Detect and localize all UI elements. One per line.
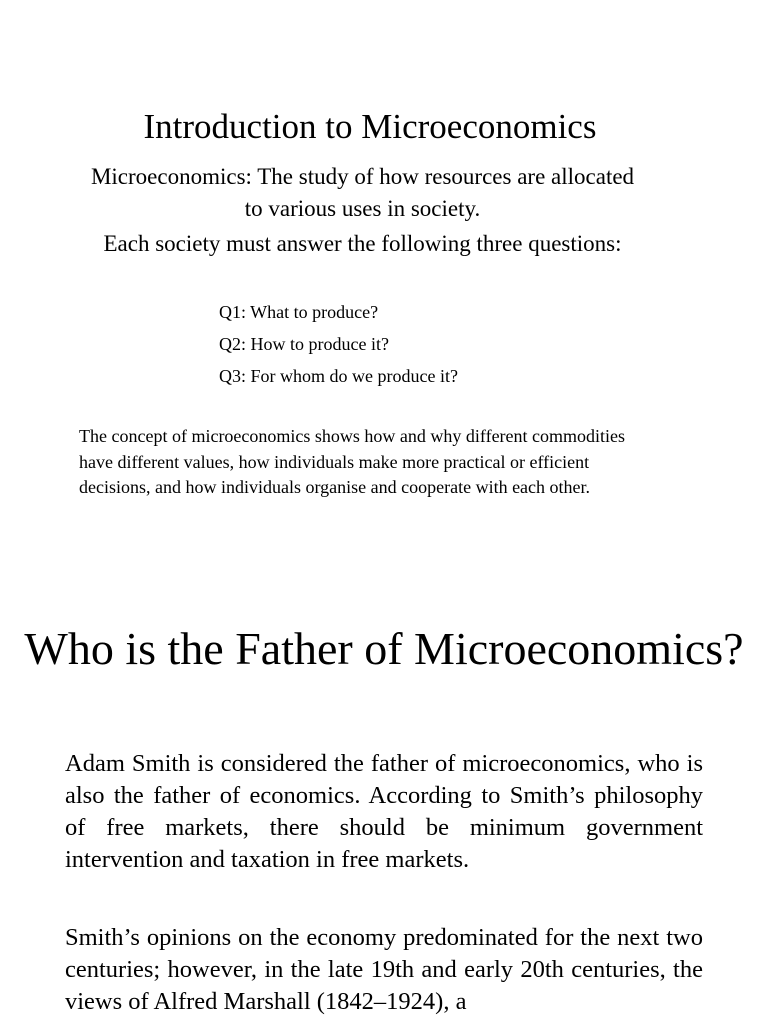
body-paragraph: Smith’s opinions on the economy predominated for the next two centuries; however, in the late 19th and early 20th centuries, the views of Alfred Marshall (1842–1924), a bbox=[65, 924, 703, 1015]
question-item: Q3: For whom do we produce it? bbox=[219, 366, 458, 386]
definition-text: Microeconomics: The study of how resources are allocated to various uses in society. bbox=[90, 164, 635, 221]
concept-paragraph: The concept of microeconomics shows how and why different commodities have different values, how individuals make more practical or efficient decisions, and how individuals organise and cooperate with each other. bbox=[79, 426, 626, 497]
page-title: Introduction to Microeconomics bbox=[143, 107, 597, 146]
body-paragraph: Adam Smith is considered the father of microeconomics, who is also the father of economics. According to Smith’s philosophy of free markets, there should be minimum government intervention and taxation in free markets. bbox=[65, 750, 703, 873]
questions-list bbox=[219, 296, 458, 392]
question-item: Q1: What to produce? bbox=[219, 302, 379, 322]
question-item: Q2: How to produce it? bbox=[219, 334, 389, 354]
section-heading: Who is the Father of Microeconomics? bbox=[24, 623, 744, 674]
questions-intro: Each society must answer the following three questions: bbox=[103, 231, 622, 256]
